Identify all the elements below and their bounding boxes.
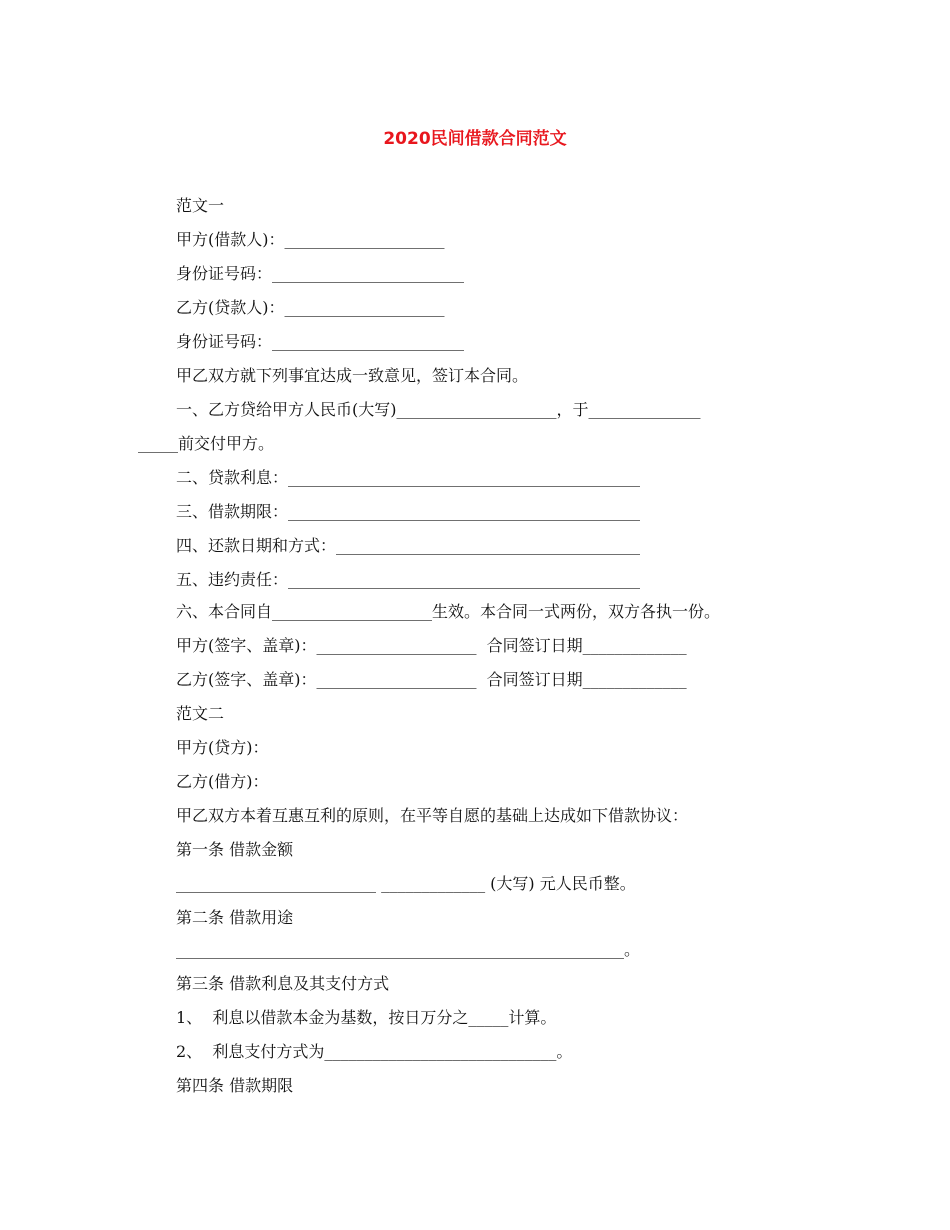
sample2-heading: 范文二 (176, 704, 225, 723)
sample1-heading: 范文一 (176, 196, 225, 215)
party-b-lender-line: 乙方(贷款人)：____________________ (176, 298, 445, 317)
signature-line-b: 乙方(签字、盖章)：____________________ 合同签订日期_____________ (176, 670, 687, 689)
article-3-title: 第三条 借款利息及其支付方式 (176, 974, 390, 993)
party-a-borrower-line: 甲方(借款人)：____________________ (176, 230, 445, 249)
article-1-body: _________________________ _____________ (大写) 元人民币整。 (176, 874, 636, 893)
clause-3-term: 三、借款期限：____________________________________________ (176, 502, 641, 521)
article-3-item-1: 1、 利息以借款本金为基数，按日万分之_____计算。 (176, 1008, 557, 1027)
id-number-a-line: 身份证号码：________________________ (176, 264, 465, 283)
clause-1-loan-amount: 一、乙方贷给甲方人民币(大写)____________________，于______________ (176, 400, 701, 419)
preamble: 甲乙双方本着互惠互利的原则，在平等自愿的基础上达成如下借款协议： (176, 806, 689, 825)
clause-4-repayment: 四、还款日期和方式：______________________________________ (176, 536, 641, 555)
article-4-title: 第四条 借款期限 (176, 1076, 294, 1095)
id-number-b-line: 身份证号码：________________________ (176, 332, 465, 351)
clause-1-continuation: _____前交付甲方。 (138, 434, 275, 453)
party-b-borrower-line: 乙方(借方)： (176, 772, 269, 791)
document-title: 2020民间借款合同范文 (383, 129, 567, 149)
article-3-item-2: 2、 利息支付方式为_____________________________。 (176, 1042, 573, 1061)
article-2-body: ________________________________________________________。 (176, 940, 641, 959)
clause-2-interest: 二、贷款利息：____________________________________________ (176, 468, 641, 487)
agreement-statement: 甲乙双方就下列事宜达成一致意见，签订本合同。 (176, 366, 529, 385)
clause-5-liability: 五、违约责任：____________________________________________ (176, 570, 641, 589)
clause-6-effectiveness: 六、本合同自____________________生效。本合同一式两份，双方各执一份。 (176, 602, 721, 621)
signature-line-a: 甲方(签字、盖章)：____________________ 合同签订日期_____________ (176, 636, 687, 655)
article-2-title: 第二条 借款用途 (176, 908, 294, 927)
party-a-lender-line: 甲方(贷方)： (176, 738, 269, 757)
article-1-title: 第一条 借款金额 (176, 840, 294, 859)
